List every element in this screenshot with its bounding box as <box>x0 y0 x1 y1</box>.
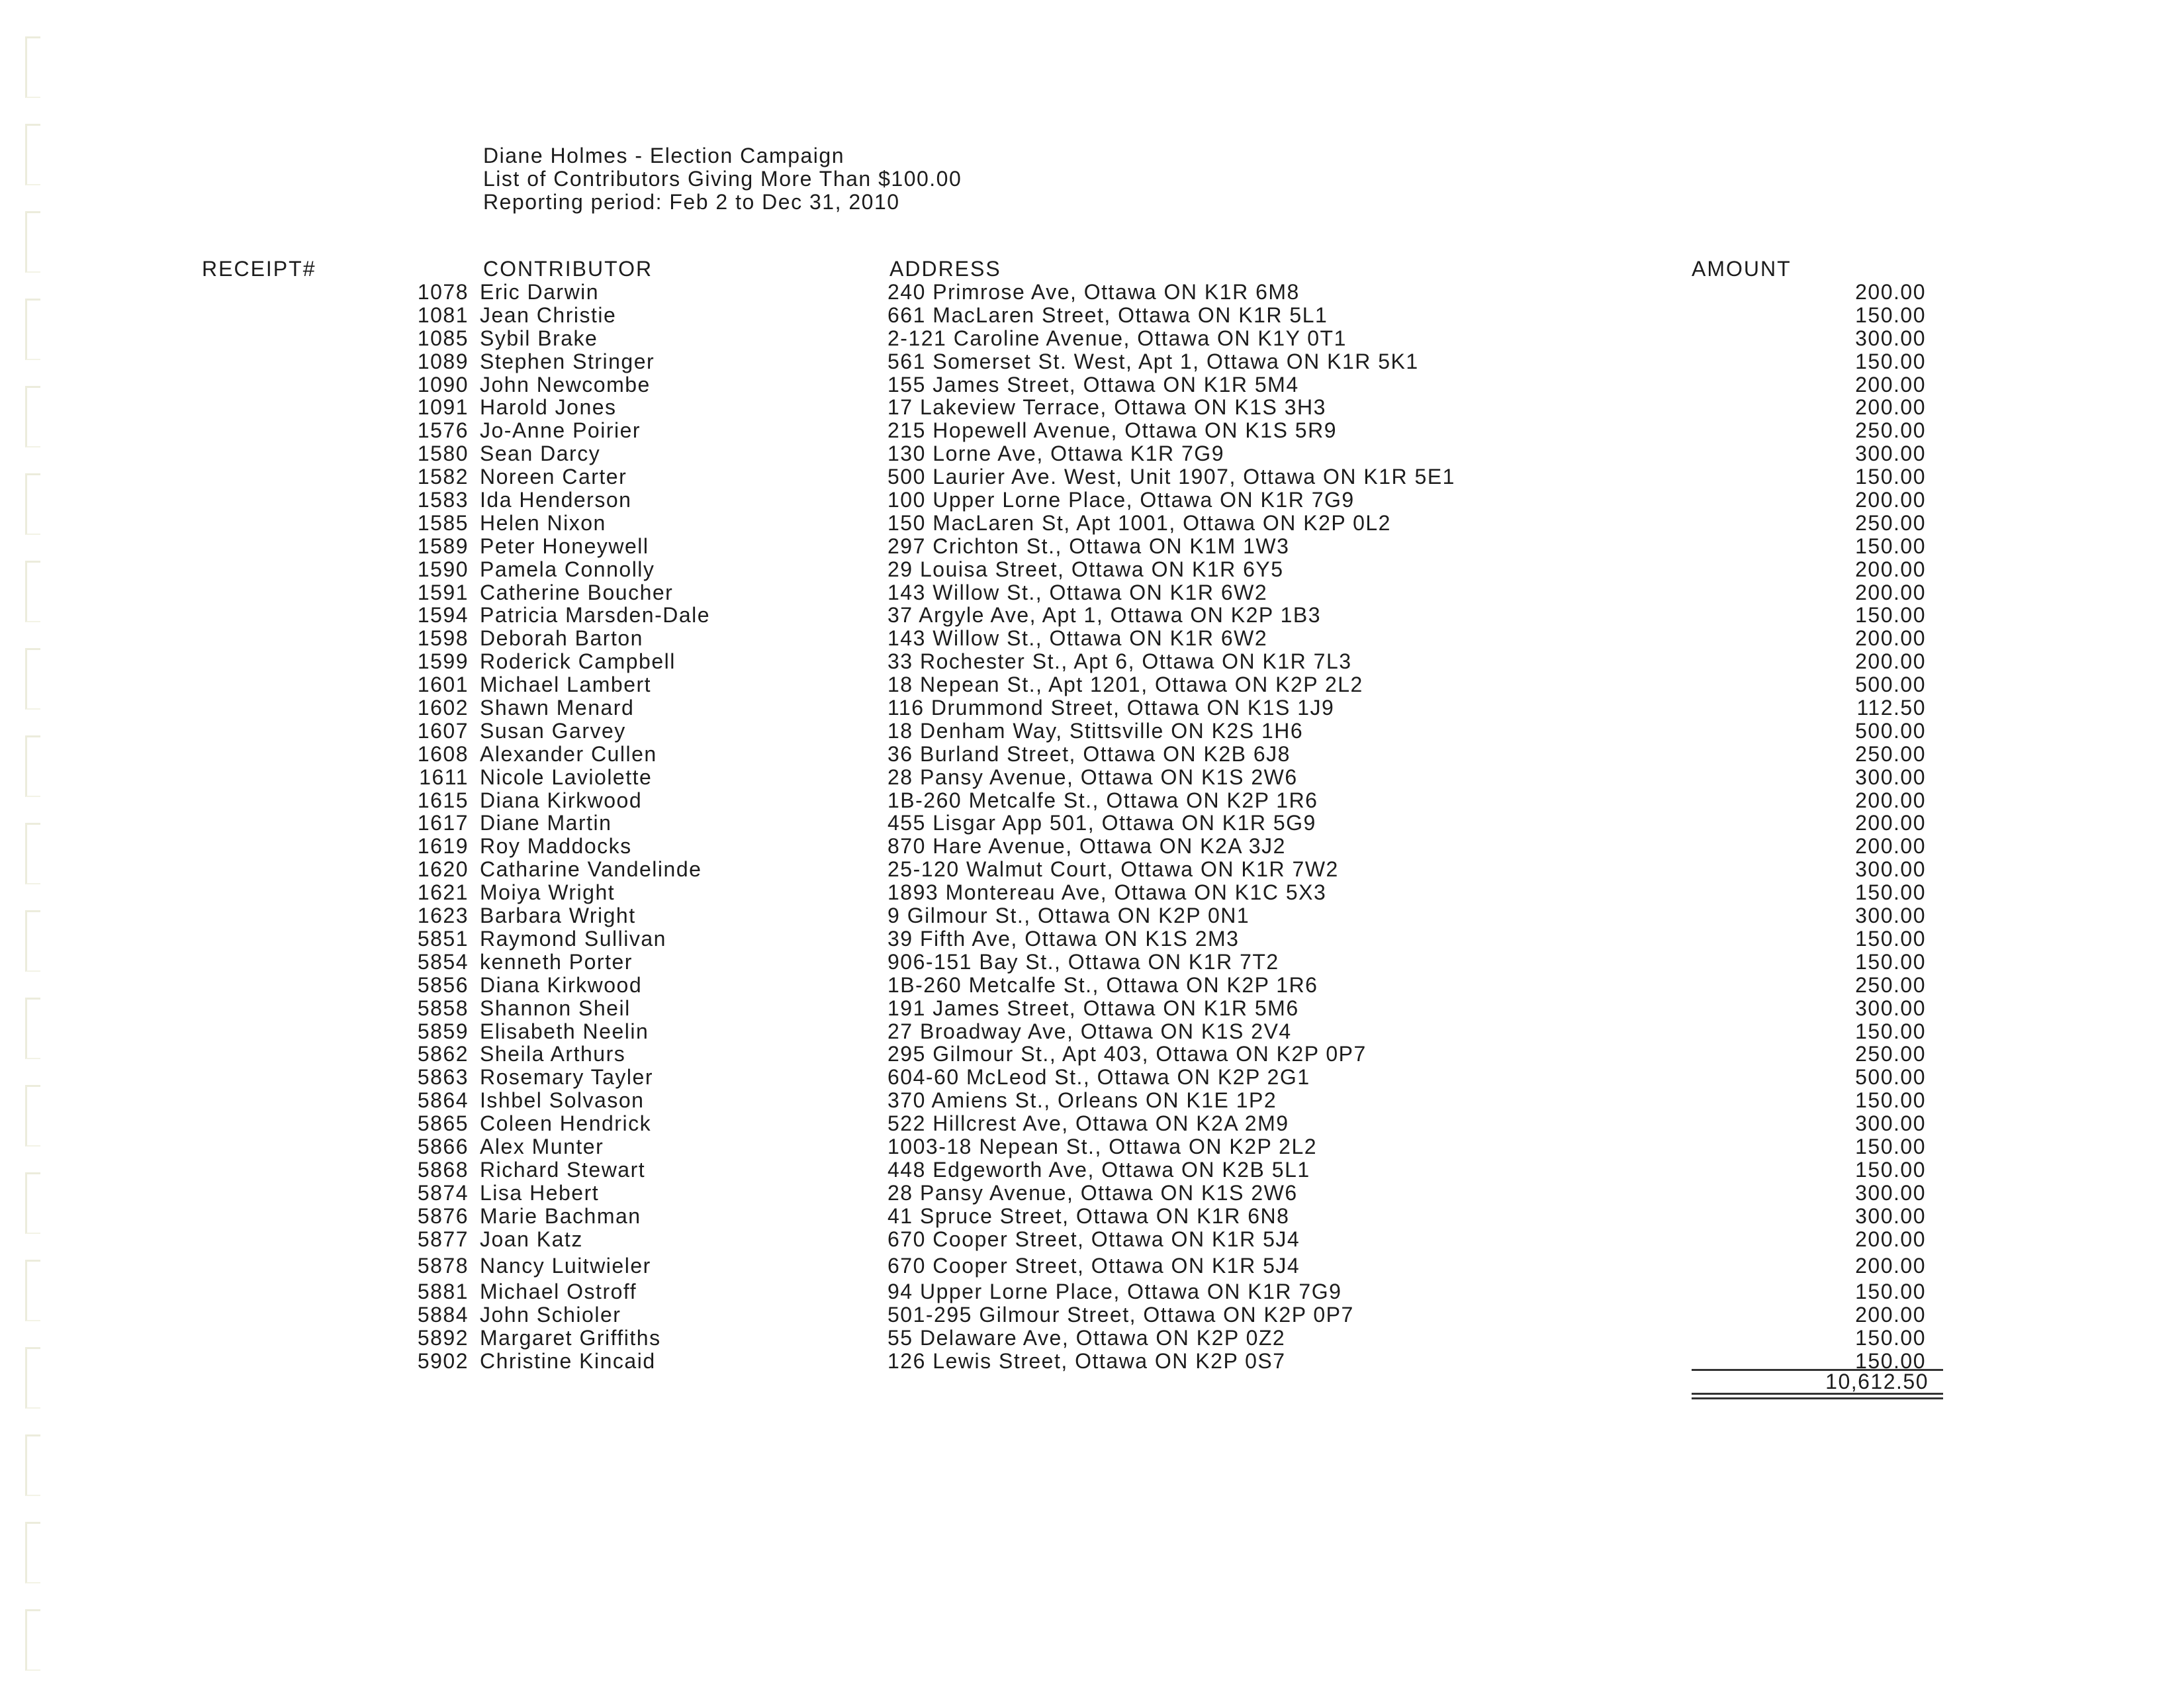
receipt-number: 5874 <box>417 1180 469 1205</box>
contributor-address: 155 James Street, Ottawa ON K1R 5M4 <box>887 372 1299 397</box>
contributor-address: 94 Upper Lorne Place, Ottawa ON K1R 7G9 <box>887 1280 1342 1304</box>
contributor-address: 17 Lakeview Terrace, Ottawa ON K1S 3H3 <box>887 395 1326 420</box>
contributor-name: Elisabeth Neelin <box>480 1019 649 1043</box>
contribution-amount: 150.00 <box>1855 949 1926 974</box>
contributor-address: 36 Burland Street, Ottawa ON K2B 6J8 <box>887 741 1291 766</box>
contribution-amount: 200.00 <box>1855 372 1926 397</box>
table-row <box>0 627 2184 650</box>
table-row <box>0 997 2184 1020</box>
table-row <box>0 442 2184 465</box>
receipt-number: 5859 <box>417 1019 469 1043</box>
contribution-amount: 200.00 <box>1855 1254 1926 1278</box>
contribution-amount: 150.00 <box>1855 1088 1926 1113</box>
receipt-number: 1602 <box>417 696 469 720</box>
receipt-number: 5856 <box>417 972 469 997</box>
total-double-rule <box>1692 1393 1943 1395</box>
contributor-address: 215 Hopewell Avenue, Ottawa ON K1S 5R9 <box>887 418 1337 443</box>
table-row <box>0 1228 2184 1251</box>
contributor-address: 39 Fifth Ave, Ottawa ON K1S 2M3 <box>887 926 1240 951</box>
total-double-rule <box>1692 1397 1943 1399</box>
table-row <box>0 1327 2184 1350</box>
contributor-address: 116 Drummond Street, Ottawa ON K1S 1J9 <box>887 696 1335 720</box>
contributor-name: Michael Lambert <box>480 673 652 697</box>
receipt-number: 5868 <box>417 1157 469 1182</box>
receipt-number: 1583 <box>417 488 469 512</box>
contribution-amount: 200.00 <box>1855 488 1926 512</box>
contribution-amount: 500.00 <box>1855 673 1926 697</box>
receipt-number: 1621 <box>417 880 469 905</box>
contributor-name: Coleen Hendrick <box>480 1111 652 1136</box>
table-row <box>0 1280 2184 1303</box>
receipt-number: 1081 <box>417 303 469 327</box>
receipt-number: 1085 <box>417 326 469 350</box>
total-amount: 10,612.50 <box>1825 1370 1929 1393</box>
contributor-name: Roderick Campbell <box>480 649 676 674</box>
table-row <box>0 673 2184 696</box>
receipt-number: 5863 <box>417 1065 469 1090</box>
contribution-amount: 200.00 <box>1855 557 1926 581</box>
contributor-name: Christine Kincaid <box>480 1348 656 1373</box>
receipt-number: 5864 <box>417 1088 469 1113</box>
contributor-address: 1B-260 Metcalfe St., Ottawa ON K2P 1R6 <box>887 788 1318 812</box>
receipt-number: 5881 <box>417 1280 469 1304</box>
contributor-address: 100 Upper Lorne Place, Ottawa ON K1R 7G9 <box>887 488 1355 512</box>
contribution-amount: 150.00 <box>1855 1157 1926 1182</box>
table-row <box>0 858 2184 881</box>
table-row <box>0 766 2184 789</box>
receipt-number: 1089 <box>417 349 469 373</box>
table-row <box>0 350 2184 373</box>
contributor-address: 906-151 Bay St., Ottawa ON K1R 7T2 <box>887 949 1279 974</box>
contributor-name: Stephen Stringer <box>480 349 655 373</box>
receipt-number: 1615 <box>417 788 469 812</box>
contributor-name: Jo-Anne Poirier <box>480 418 641 443</box>
contribution-amount: 300.00 <box>1855 857 1926 882</box>
contribution-amount: 200.00 <box>1855 788 1926 812</box>
contribution-amount: 150.00 <box>1855 534 1926 558</box>
contribution-amount: 200.00 <box>1855 1227 1926 1251</box>
contributor-name: Roy Maddocks <box>480 834 632 859</box>
contributor-name: Sheila Arthurs <box>480 1042 626 1066</box>
contribution-amount: 300.00 <box>1855 904 1926 928</box>
table-row <box>0 696 2184 720</box>
table-row <box>0 1135 2184 1158</box>
table-row <box>0 535 2184 558</box>
contributor-address: 9 Gilmour St., Ottawa ON K2P 0N1 <box>887 904 1250 928</box>
contributor-name: Ida Henderson <box>480 488 632 512</box>
contribution-amount: 150.00 <box>1855 1134 1926 1158</box>
contributor-name: Diana Kirkwood <box>480 788 643 812</box>
contributor-address: 191 James Street, Ottawa ON K1R 5M6 <box>887 996 1299 1020</box>
contributor-address: 1893 Montereau Ave, Ottawa ON K1C 5X3 <box>887 880 1327 905</box>
contributor-address: 25-120 Walmut Court, Ottawa ON K1R 7W2 <box>887 857 1339 882</box>
contributor-address: 448 Edgeworth Ave, Ottawa ON K2B 5L1 <box>887 1157 1310 1182</box>
table-row <box>0 812 2184 835</box>
table-row <box>0 558 2184 581</box>
contribution-amount: 200.00 <box>1855 649 1926 674</box>
report-subtitle: List of Contributors Giving More Than $100.00 <box>483 167 962 191</box>
contributor-name: Diane Martin <box>480 811 612 835</box>
table-row <box>0 1182 2184 1205</box>
contribution-amount: 150.00 <box>1855 1019 1926 1043</box>
receipt-number: 5884 <box>417 1303 469 1327</box>
contributor-name: Pamela Connolly <box>480 557 655 581</box>
contribution-amount: 300.00 <box>1855 996 1926 1020</box>
receipt-number: 1598 <box>417 626 469 651</box>
contributor-address: 37 Argyle Ave, Apt 1, Ottawa ON K2P 1B3 <box>887 603 1322 628</box>
receipt-number: 1620 <box>417 857 469 882</box>
contributor-name: Noreen Carter <box>480 465 627 489</box>
contributor-address: 55 Delaware Ave, Ottawa ON K2P 0Z2 <box>887 1326 1286 1350</box>
contributor-address: 27 Broadway Ave, Ottawa ON K1S 2V4 <box>887 1019 1292 1043</box>
contributor-address: 455 Lisgar App 501, Ottawa ON K1R 5G9 <box>887 811 1316 835</box>
table-row <box>0 927 2184 951</box>
contributor-name: Marie Bachman <box>480 1203 641 1228</box>
contribution-amount: 250.00 <box>1855 418 1926 443</box>
table-row <box>0 974 2184 997</box>
table-row <box>0 1020 2184 1043</box>
table-row <box>0 1112 2184 1135</box>
contributor-address: 370 Amiens St., Orleans ON K1E 1P2 <box>887 1088 1277 1113</box>
receipt-number: 1090 <box>417 372 469 397</box>
contributor-address: 1003-18 Nepean St., Ottawa ON K2P 2L2 <box>887 1134 1318 1158</box>
contributor-address: 41 Spruce Street, Ottawa ON K1R 6N8 <box>887 1203 1290 1228</box>
receipt-number: 1078 <box>417 280 469 304</box>
contributor-address: 18 Denham Way, Stittsville ON K2S 1H6 <box>887 718 1304 743</box>
contributor-address: 2-121 Caroline Avenue, Ottawa ON K1Y 0T1 <box>887 326 1347 350</box>
contributor-address: 28 Pansy Avenue, Ottawa ON K1S 2W6 <box>887 1180 1298 1205</box>
table-row <box>0 512 2184 535</box>
contributor-name: Joan Katz <box>480 1227 583 1251</box>
contribution-amount: 200.00 <box>1855 834 1926 859</box>
contributor-name: Ishbel Solvason <box>480 1088 645 1113</box>
receipt-number: 1599 <box>417 649 469 674</box>
contributor-address: 670 Cooper Street, Ottawa ON K1R 5J4 <box>887 1254 1300 1278</box>
table-row <box>0 720 2184 743</box>
contribution-amount: 250.00 <box>1855 972 1926 997</box>
receipt-number: 1619 <box>417 834 469 859</box>
contribution-amount: 200.00 <box>1855 811 1926 835</box>
punch-mark <box>25 1434 40 1496</box>
receipt-number: 1601 <box>417 673 469 697</box>
receipt-number: 5878 <box>417 1254 469 1278</box>
contributor-name: Patricia Marsden-Dale <box>480 603 711 628</box>
receipt-number: 1585 <box>417 510 469 535</box>
table-row <box>0 581 2184 604</box>
table-row <box>0 373 2184 397</box>
report-heading <box>483 144 962 214</box>
contribution-amount: 112.50 <box>1856 696 1926 720</box>
contributor-name: Peter Honeywell <box>480 534 649 558</box>
contribution-amount: 200.00 <box>1855 395 1926 420</box>
receipt-number: 1091 <box>417 395 469 420</box>
contribution-amount: 300.00 <box>1855 442 1926 466</box>
contributor-name: Moiya Wright <box>480 880 615 905</box>
receipt-number: 1576 <box>417 418 469 443</box>
contributor-name: Margaret Griffiths <box>480 1326 661 1350</box>
contribution-amount: 300.00 <box>1855 1180 1926 1205</box>
table-row <box>0 1089 2184 1112</box>
receipt-number: 1582 <box>417 465 469 489</box>
receipt-number: 5865 <box>417 1111 469 1136</box>
contribution-amount: 500.00 <box>1855 1065 1926 1090</box>
contributor-name: Nicole Laviolette <box>480 765 653 789</box>
contributor-table <box>0 281 2184 1373</box>
contributor-name: Shannon Sheil <box>480 996 631 1020</box>
receipt-number: 1591 <box>417 580 469 604</box>
contributor-name: Susan Garvey <box>480 718 626 743</box>
receipt-number: 1589 <box>417 534 469 558</box>
contributor-address: 295 Gilmour St., Apt 403, Ottawa ON K2P 0P7 <box>887 1042 1367 1066</box>
receipt-number: 5892 <box>417 1326 469 1350</box>
contribution-amount: 300.00 <box>1855 765 1926 789</box>
receipt-number: 1590 <box>417 557 469 581</box>
punch-mark <box>25 1609 40 1671</box>
punch-mark <box>25 36 40 98</box>
contributor-address: 1B-260 Metcalfe St., Ottawa ON K2P 1R6 <box>887 972 1318 997</box>
contribution-amount: 150.00 <box>1855 603 1926 628</box>
contributor-name: Jean Christie <box>480 303 617 327</box>
receipt-number: 1611 <box>419 765 469 789</box>
contributor-name: Michael Ostroff <box>480 1280 637 1304</box>
contributor-name: Eric Darwin <box>480 280 600 304</box>
receipt-number: 5902 <box>417 1348 469 1373</box>
receipt-number: 5866 <box>417 1134 469 1158</box>
receipt-number: 1607 <box>417 718 469 743</box>
contributor-name: Lisa Hebert <box>480 1180 600 1205</box>
contributor-address: 522 Hillcrest Ave, Ottawa ON K2A 2M9 <box>887 1111 1289 1136</box>
contributor-address: 297 Crichton St., Ottawa ON K1M 1W3 <box>887 534 1290 558</box>
column-header-receipt: RECEIPT# <box>202 257 316 281</box>
receipt-number: 5877 <box>417 1227 469 1251</box>
table-row <box>0 881 2184 904</box>
contributor-address: 870 Hare Avenue, Ottawa ON K2A 3J2 <box>887 834 1286 859</box>
contribution-amount: 150.00 <box>1855 1280 1926 1304</box>
contributor-address: 18 Nepean St., Apt 1201, Ottawa ON K2P 2L2 <box>887 673 1363 697</box>
contribution-amount: 500.00 <box>1855 718 1926 743</box>
table-row <box>0 1205 2184 1228</box>
table-row <box>0 489 2184 512</box>
contributor-name: Diana Kirkwood <box>480 972 643 997</box>
contributor-name: Raymond Sullivan <box>480 926 666 951</box>
punch-mark <box>25 124 40 185</box>
contribution-amount: 250.00 <box>1855 741 1926 766</box>
table-row <box>0 650 2184 673</box>
table-row <box>0 951 2184 974</box>
contributor-address: 143 Willow St., Ottawa ON K1R 6W2 <box>887 580 1268 604</box>
contributor-name: Rosemary Tayler <box>480 1065 653 1090</box>
receipt-number: 1580 <box>417 442 469 466</box>
contributor-address: 28 Pansy Avenue, Ottawa ON K1S 2W6 <box>887 765 1298 789</box>
contributor-name: kenneth Porter <box>480 949 633 974</box>
contributor-address: 130 Lorne Ave, Ottawa K1R 7G9 <box>887 442 1224 466</box>
contributor-name: Shawn Menard <box>480 696 635 720</box>
table-row <box>0 835 2184 858</box>
campaign-title: Diane Holmes - Election Campaign <box>483 144 844 167</box>
contributor-name: Barbara Wright <box>480 904 636 928</box>
contribution-amount: 150.00 <box>1855 926 1926 951</box>
receipt-number: 5854 <box>417 949 469 974</box>
contribution-amount: 200.00 <box>1855 626 1926 651</box>
table-row <box>0 419 2184 442</box>
punch-mark <box>25 1522 40 1583</box>
table-row <box>0 1254 2184 1278</box>
table-row <box>0 465 2184 489</box>
contribution-amount: 200.00 <box>1855 1303 1926 1327</box>
contributor-name: Helen Nixon <box>480 510 606 535</box>
contribution-amount: 150.00 <box>1855 1348 1926 1373</box>
contribution-amount: 300.00 <box>1855 1111 1926 1136</box>
contribution-amount: 300.00 <box>1855 326 1926 350</box>
contributor-address: 670 Cooper Street, Ottawa ON K1R 5J4 <box>887 1227 1300 1251</box>
contribution-amount: 250.00 <box>1855 510 1926 535</box>
contributor-name: Sean Darcy <box>480 442 601 466</box>
receipt-number: 5851 <box>417 926 469 951</box>
contributor-name: John Schioler <box>480 1303 621 1327</box>
table-row <box>0 327 2184 350</box>
contributor-address: 143 Willow St., Ottawa ON K1R 6W2 <box>887 626 1268 651</box>
contributor-address: 33 Rochester St., Apt 6, Ottawa ON K1R 7L3 <box>887 649 1352 674</box>
contributor-name: Catharine Vandelinde <box>480 857 702 882</box>
column-header-address: ADDRESS <box>889 257 1001 281</box>
contribution-amount: 200.00 <box>1855 280 1926 304</box>
contributor-name: Harold Jones <box>480 395 617 420</box>
contributor-name: Alex Munter <box>480 1134 604 1158</box>
reporting-period: Reporting period: Feb 2 to Dec 31, 2010 <box>483 190 900 214</box>
receipt-number: 5858 <box>417 996 469 1020</box>
receipt-number: 1623 <box>417 904 469 928</box>
contribution-amount: 200.00 <box>1855 580 1926 604</box>
contributor-name: Richard Stewart <box>480 1157 646 1182</box>
contributor-address: 661 MacLaren Street, Ottawa ON K1R 5L1 <box>887 303 1328 327</box>
contributor-name: Deborah Barton <box>480 626 643 651</box>
punch-mark <box>25 211 40 273</box>
receipt-number: 1608 <box>417 741 469 766</box>
table-row <box>0 743 2184 766</box>
contribution-amount: 150.00 <box>1855 349 1926 373</box>
table-row <box>0 1043 2184 1066</box>
contributor-address: 604-60 McLeod St., Ottawa ON K2P 2G1 <box>887 1065 1310 1090</box>
contribution-amount: 150.00 <box>1855 1326 1926 1350</box>
contributor-name: Sybil Brake <box>480 326 598 350</box>
table-row <box>0 604 2184 627</box>
table-row <box>0 1158 2184 1182</box>
contributor-address: 240 Primrose Ave, Ottawa ON K1R 6M8 <box>887 280 1300 304</box>
contributor-name: John Newcombe <box>480 372 651 397</box>
table-row <box>0 789 2184 812</box>
table-row <box>0 904 2184 927</box>
receipt-number: 1594 <box>417 603 469 628</box>
contributor-address: 150 MacLaren St, Apt 1001, Ottawa ON K2P 0L2 <box>887 510 1391 535</box>
table-row <box>0 304 2184 327</box>
receipt-number: 5876 <box>417 1203 469 1228</box>
contribution-amount: 250.00 <box>1855 1042 1926 1066</box>
table-row <box>0 396 2184 419</box>
contribution-amount: 150.00 <box>1855 303 1926 327</box>
table-row <box>0 281 2184 304</box>
receipt-number: 1617 <box>417 811 469 835</box>
contribution-amount: 150.00 <box>1855 880 1926 905</box>
table-row <box>0 1303 2184 1327</box>
contributor-name: Catherine Boucher <box>480 580 674 604</box>
column-header-contributor: CONTRIBUTOR <box>483 257 653 281</box>
contributor-address: 501-295 Gilmour Street, Ottawa ON K2P 0P7 <box>887 1303 1354 1327</box>
contributor-address: 29 Louisa Street, Ottawa ON K1R 6Y5 <box>887 557 1284 581</box>
contributor-name: Alexander Cullen <box>480 741 657 766</box>
contributor-address: 126 Lewis Street, Ottawa ON K2P 0S7 <box>887 1348 1286 1373</box>
contributor-name: Nancy Luitwieler <box>480 1254 651 1278</box>
column-header-amount: AMOUNT <box>1692 257 1792 281</box>
table-row <box>0 1066 2184 1089</box>
receipt-number: 5862 <box>417 1042 469 1066</box>
contributor-address: 500 Laurier Ave. West, Unit 1907, Ottawa ON K1R 5E1 <box>887 465 1455 489</box>
contribution-amount: 150.00 <box>1855 465 1926 489</box>
contributor-address: 561 Somerset St. West, Apt 1, Ottawa ON K1R 5K1 <box>887 349 1419 373</box>
contribution-amount: 300.00 <box>1855 1203 1926 1228</box>
